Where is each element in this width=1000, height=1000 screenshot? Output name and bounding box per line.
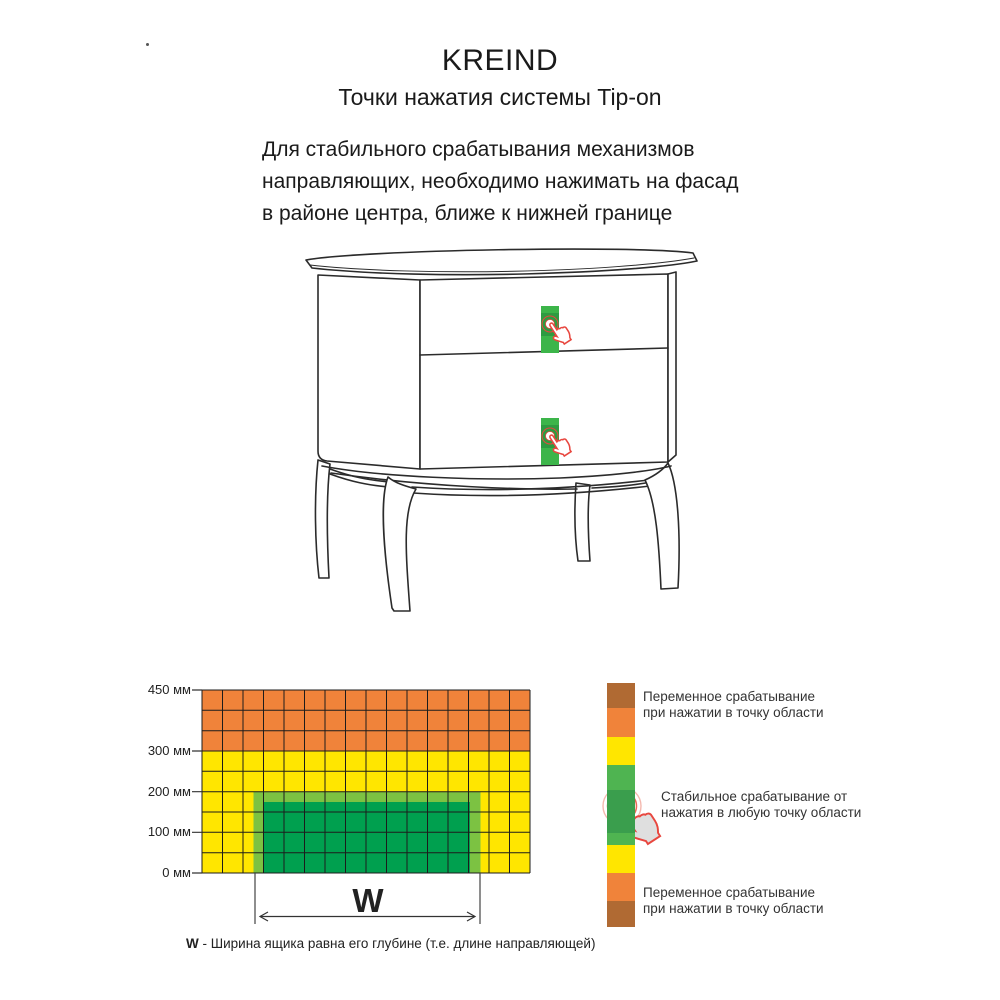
cabinet-back-left-leg [315, 460, 330, 578]
pressure-zone-grid [192, 690, 530, 873]
legend-seg-green-bottom [607, 833, 635, 845]
tick-label-100: 100 мм [147, 824, 191, 839]
tick-label-450: 450 мм [147, 682, 191, 697]
page-subtitle: Точки нажатия системы Tip-on [338, 84, 662, 110]
cabinet-side-panel [318, 275, 420, 469]
width-symbol: W [352, 882, 384, 919]
cabinet-front-left-leg [383, 477, 416, 611]
intro-line-1: Для стабильного срабатывания механизмов [262, 138, 695, 161]
cabinet-front-right-leg [645, 463, 679, 589]
legend-seg-green-center [607, 790, 635, 833]
intro-line-2: направляющих, необходимо нажимать на фасад [262, 170, 739, 193]
legend-seg-orange-bottom [607, 873, 635, 901]
footer-symbol: W [186, 936, 199, 951]
footer-note [186, 936, 595, 951]
axis-tick-marks [192, 690, 202, 873]
cabinet-drawing [306, 249, 697, 611]
legend-seg-orange-top [607, 708, 635, 737]
legend-seg-yellow-bottom [607, 845, 635, 873]
tick-label-200: 200 мм [147, 784, 191, 799]
zone-green-dark [264, 802, 470, 873]
intro-line-3: в районе центра, ближе к нижней границе [262, 202, 673, 225]
legend-item-stable: Стабильное срабатывание от нажатия в любую точку области [661, 789, 862, 820]
legend-color-bar [607, 683, 635, 927]
legend-seg-brown-top [607, 683, 635, 708]
tick-label-0: 0 мм [162, 865, 191, 880]
cabinet-back-right-leg [575, 483, 590, 561]
legend-item-variable-bottom: Переменное срабатывание при нажатии в точку области [643, 885, 824, 916]
page-title: KREIND [441, 44, 559, 77]
legend-item-variable-top: Переменное срабатывание при нажатии в точку области [643, 689, 824, 720]
legend-seg-brown-bottom [607, 901, 635, 927]
footer-text: - Ширина ящика равна его глубине (т.е. длине направляющей) [198, 936, 596, 951]
legend-seg-green-top [607, 765, 635, 790]
tick-label-300: 300 мм [147, 743, 191, 758]
cabinet-top [306, 249, 697, 275]
legend-seg-yellow-top [607, 737, 635, 765]
